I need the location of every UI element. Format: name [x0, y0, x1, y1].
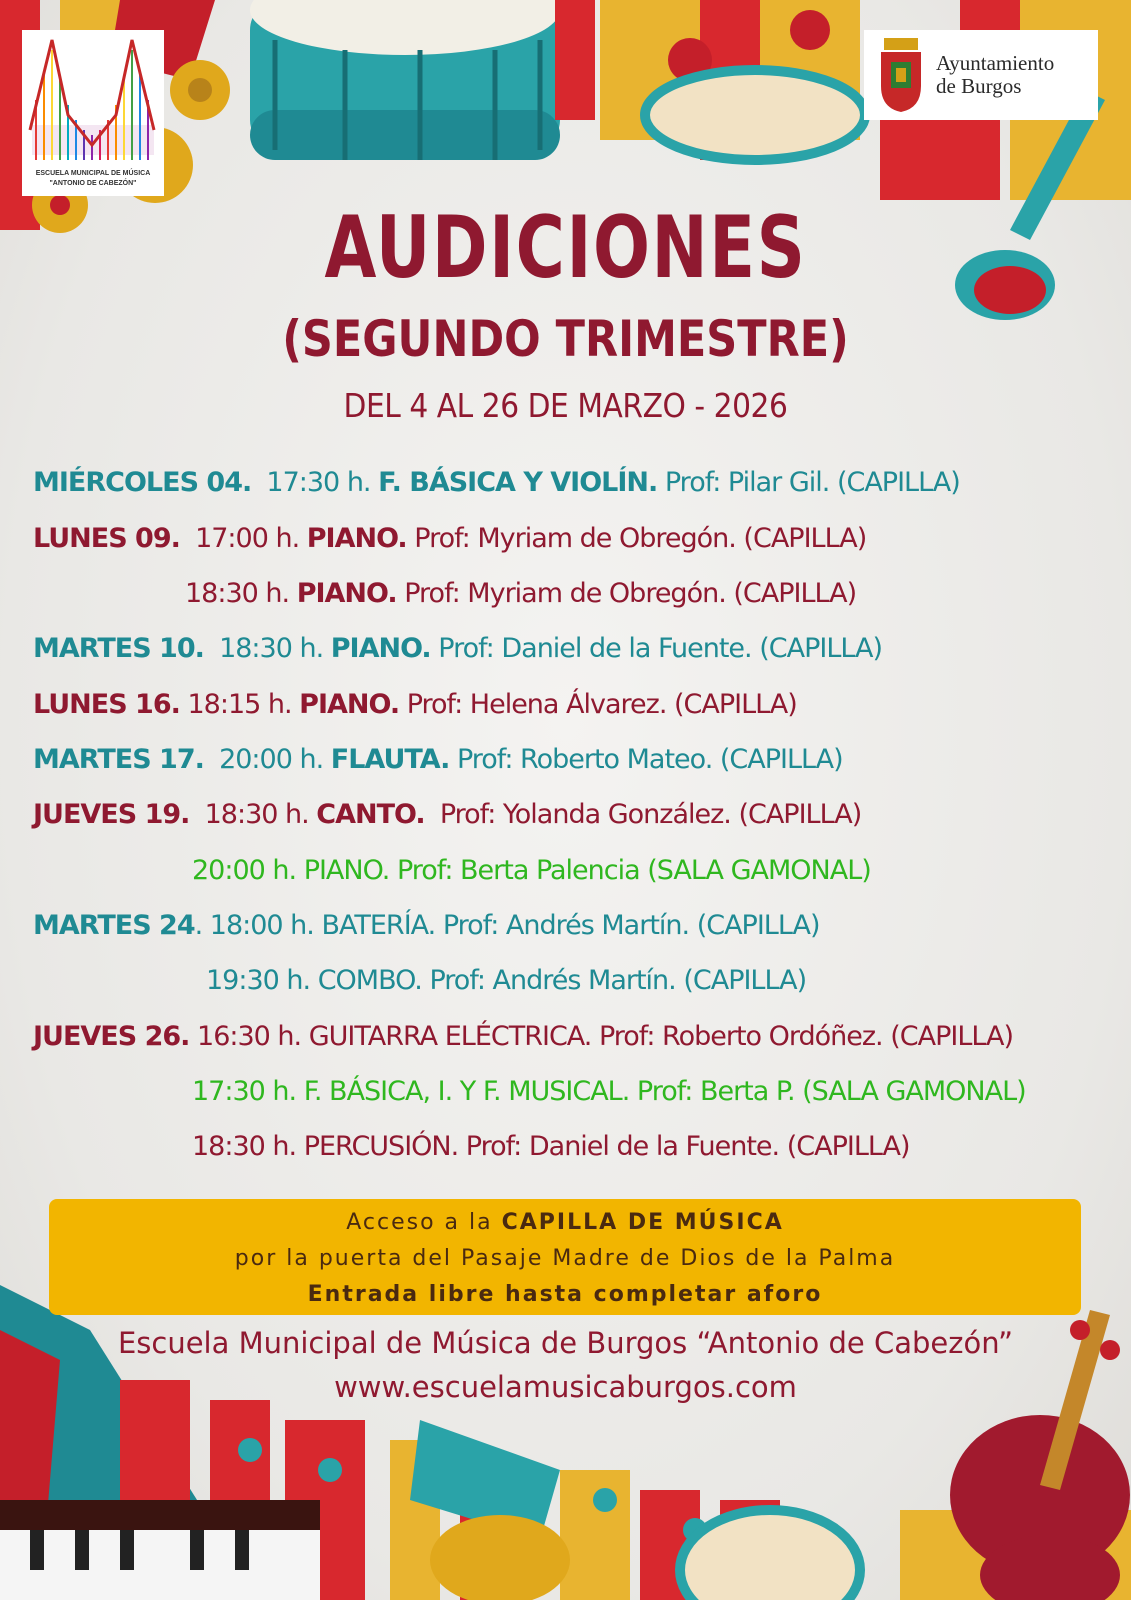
- school-logo-caption-1: ESCUELA MUNICIPAL DE MÚSICA: [35, 170, 151, 177]
- schedule-subject: F. BÁSICA, I. Y F. MUSICAL.: [303, 1076, 630, 1107]
- footer-school-name: Escuela Municipal de Música de Burgos “Antonio de Cabezón”: [117, 1326, 1014, 1360]
- access-info-line-3: Entrada libre hasta completar aforo: [307, 1282, 823, 1307]
- schedule-subject: PIANO.: [330, 633, 431, 664]
- schedule-subject: CANTO.: [316, 799, 425, 830]
- schedule-details: Prof: Daniel de la Fuente. (CAPILLA): [465, 1131, 910, 1162]
- schedule-day: JUEVES 26.: [33, 1021, 190, 1052]
- schedule-day: MARTES 17.: [33, 744, 204, 775]
- schedule-time: . 18:00 h.: [194, 910, 314, 941]
- schedule-details: Prof: Myriam de Obregón. (CAPILLA): [404, 578, 857, 609]
- access-info-line-2: por la puerta del Pasaje Madre de Dios de la Palma: [234, 1246, 896, 1271]
- schedule-day: JUEVES 19.: [33, 799, 190, 830]
- schedule-time: 18:30 h.: [192, 1131, 297, 1162]
- schedule-day: MIÉRCOLES 04.: [33, 467, 252, 498]
- schedule-details: Prof: Roberto Mateo. (CAPILLA): [456, 744, 843, 775]
- schedule-time: 20:00 h.: [192, 855, 297, 886]
- schedule-row: [33, 632, 882, 666]
- schedule-time: 17:30 h.: [192, 1076, 297, 1107]
- schedule-details: Prof: Myriam de Obregón. (CAPILLA): [414, 523, 867, 554]
- date-range: DEL 4 AL 26 DE MARZO - 2026: [343, 386, 788, 425]
- schedule-time: 18:30 h.: [185, 578, 290, 609]
- schedule-row: [33, 909, 820, 943]
- schedule-subject: COMBO.: [317, 965, 422, 996]
- city-council-logo: [864, 30, 1098, 120]
- schedule-row: [192, 1075, 1026, 1109]
- page-subtitle: (SEGUNDO TRIMESTRE): [282, 310, 849, 368]
- schedule-row: [192, 854, 871, 888]
- schedule-subject: PERCUSIÓN.: [303, 1131, 459, 1162]
- schedule-row: [33, 743, 843, 777]
- access-info-venue: CAPILLA DE MÚSICA: [501, 1210, 784, 1235]
- coat-of-arms-icon: [878, 38, 924, 112]
- schedule-row: [33, 798, 861, 832]
- schedule-row: [33, 466, 960, 500]
- school-logo-graphic: [22, 30, 164, 170]
- schedule-details: Prof: Andrés Martín. (CAPILLA): [442, 910, 820, 941]
- schedule-details: Prof: Helena Álvarez. (CAPILLA): [406, 689, 797, 720]
- schedule-details: Prof: Berta Palencia (SALA GAMONAL): [396, 855, 871, 886]
- schedule-subject: PIANO.: [306, 523, 407, 554]
- schedule-details: Prof: Andrés Martín. (CAPILLA): [429, 965, 807, 996]
- schedule-row: [33, 522, 866, 556]
- schedule-row: [206, 964, 806, 998]
- schedule-subject: PIANO.: [303, 855, 390, 886]
- schedule-details: Prof: Yolanda González. (CAPILLA): [439, 799, 862, 830]
- schedule-details: Prof: Daniel de la Fuente. (CAPILLA): [438, 633, 883, 664]
- schedule-day: LUNES 09.: [33, 523, 180, 554]
- schedule-subject: FLAUTA.: [330, 744, 450, 775]
- page-title: AUDICIONES: [324, 198, 807, 298]
- schedule-time: 18:15 h.: [187, 689, 292, 720]
- schedule-time: 17:30 h.: [266, 467, 371, 498]
- schedule-time: 18:30 h.: [219, 633, 324, 664]
- footer-website-link[interactable]: www.escuelamusicaburgos.com: [334, 1370, 797, 1404]
- schedule-day: MARTES 24: [33, 910, 195, 941]
- schedule-day: LUNES 16.: [33, 689, 180, 720]
- schedule-time: 20:00 h.: [219, 744, 324, 775]
- schedule-time: 18:30 h.: [204, 799, 309, 830]
- school-logo: [22, 30, 164, 196]
- schedule-subject: GUITARRA ELÉCTRICA.: [308, 1021, 592, 1052]
- schedule-row: [33, 1020, 1013, 1054]
- schedule-time: 19:30 h.: [206, 965, 311, 996]
- schedule-details: Prof: Pilar Gil. (CAPILLA): [664, 467, 960, 498]
- access-info-line-1: [49, 1205, 1081, 1241]
- school-logo-caption-2: "ANTONIO DE CABEZÓN": [49, 180, 137, 187]
- schedule-time: 17:00 h.: [195, 523, 300, 554]
- access-info-prefix: Acceso a la: [346, 1210, 493, 1235]
- city-council-name: Ayuntamiento de Burgos: [936, 51, 1055, 98]
- access-info-banner: [49, 1199, 1081, 1315]
- schedule-details: Prof: Roberto Ordóñez. (CAPILLA): [598, 1021, 1014, 1052]
- schedule-day: MARTES 10.: [33, 633, 204, 664]
- schedule-subject: PIANO.: [299, 689, 400, 720]
- schedule-subject: PIANO.: [296, 578, 397, 609]
- schedule-details: Prof: Berta P. (SALA GAMONAL): [636, 1076, 1026, 1107]
- schedule-row: [185, 577, 856, 611]
- schedule-subject: F. BÁSICA Y VIOLÍN.: [378, 467, 658, 498]
- schedule-row: [33, 688, 797, 722]
- schedule-row: [192, 1130, 910, 1164]
- schedule-time: 16:30 h.: [197, 1021, 302, 1052]
- schedule-subject: BATERÍA.: [321, 910, 436, 941]
